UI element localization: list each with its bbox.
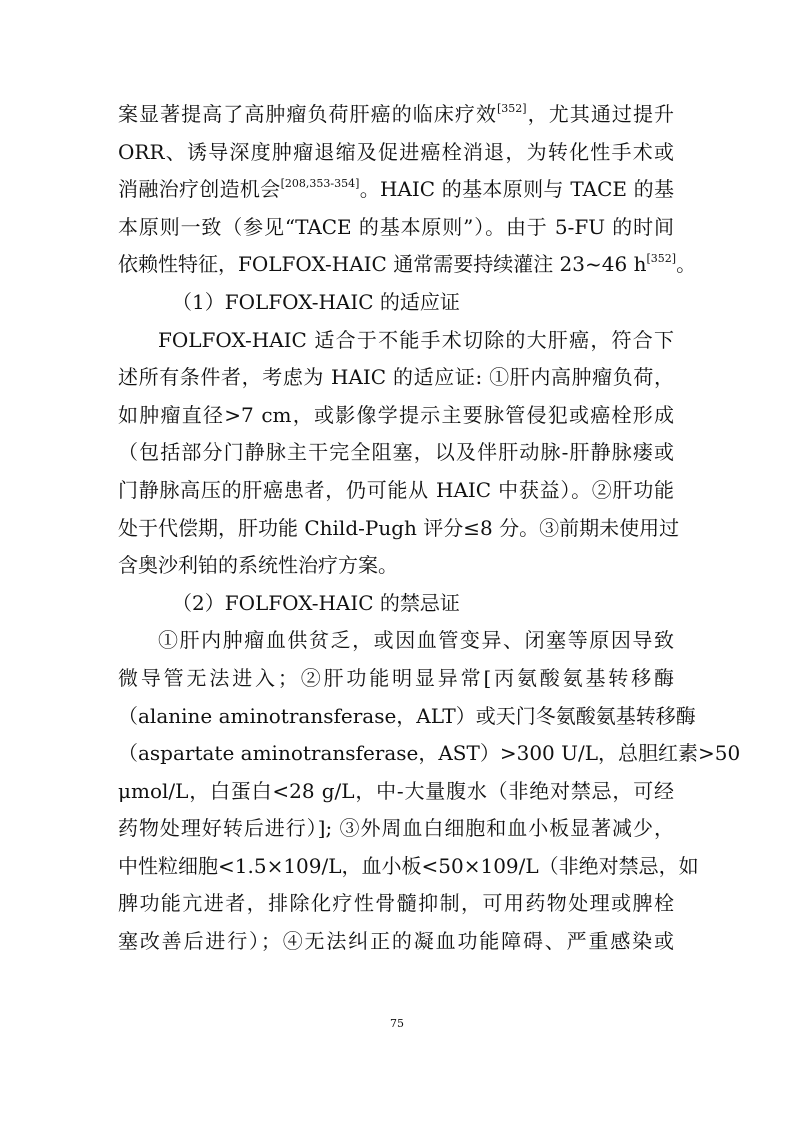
text-line: 药物处理好转后进行）]; ③外周血白细胞和血小板显著减少， [118, 816, 674, 841]
citation: [352] [497, 102, 527, 115]
text-line: 中性粒细胞<1.5×109/L，血小板<50×109/L（非绝对禁忌，如 [118, 853, 699, 878]
section-heading-contraindications: （2）FOLFOX-HAIC 的禁忌证 [172, 590, 460, 615]
text-line: 如肿瘤直径>7 cm，或影像学提示主要脉管侵犯或癌栓形成 [118, 402, 674, 427]
text-line: 述所有条件者，考虑为 HAIC 的适应证: ①肝内高肿瘤负荷， [118, 365, 674, 390]
citation: [208,353-354] [280, 177, 360, 191]
text-line: μmol/L，白蛋白<28 g/L，中-大量腹水（非绝对禁忌，可经 [118, 778, 674, 803]
text-line: ORR、诱导深度肿瘤退缩及促进癌栓消退，为转化性手术或 [118, 139, 674, 164]
text-line: 处于代偿期，肝功能 Child-Pugh 评分≤8 分。③前期未使用过 [118, 515, 680, 540]
text-line: 案显著提高了高肿瘤负荷肝癌的临床疗效[352]，尤其通过提升 [118, 102, 675, 126]
text-line: 塞改善后进行）；④无法纠正的凝血功能障碍、严重感染或 [118, 929, 674, 954]
page-number: 75 [390, 1017, 404, 1030]
document-body [118, 96, 741, 961]
text-line: ①肝内肿瘤血供贫乏，或因血管变异、闭塞等原因导致 [158, 628, 674, 653]
text-line: （alanine aminotransferase，ALT）或天门冬氨酸氨基转移酶 [118, 703, 696, 728]
text-line: 依赖性特征，FOLFOX-HAIC 通常需要持续灌注 23~46 h[352]。 [118, 252, 697, 277]
text-line: FOLFOX-HAIC 适合于不能手术切除的大肝癌，符合下 [158, 327, 674, 352]
text-line: （aspartate aminotransferase，AST）>300 U/L，总胆红素>50 [118, 741, 741, 766]
section-heading-indications: （1）FOLFOX-HAIC 的适应证 [172, 289, 460, 314]
text-line: 本原则一致（参见“TACE 的基本原则”）。由于 5-FU 的时间 [118, 214, 674, 239]
text-line: 消融治疗创造机会[208,353-354]。HAIC 的基本原则与 TACE 的基 [118, 177, 674, 202]
text-line: 门静脉高压的肝癌患者，仍可能从 HAIC 中获益）。②肝功能 [118, 477, 674, 502]
text-line: 脾功能亢进者，排除化疗性骨髓抑制，可用药物处理或脾栓 [118, 891, 674, 916]
text-line: 微导管无法进入；②肝功能明显异常[丙氨酸氨基转移酶 [118, 665, 674, 690]
text-line: 含奥沙利铂的系统性治疗方案。 [118, 553, 398, 578]
citation: [352] [646, 252, 677, 266]
text-line: （包括部分门静脉主干完全阻塞，以及伴肝动脉-肝静脉瘘或 [118, 440, 674, 465]
